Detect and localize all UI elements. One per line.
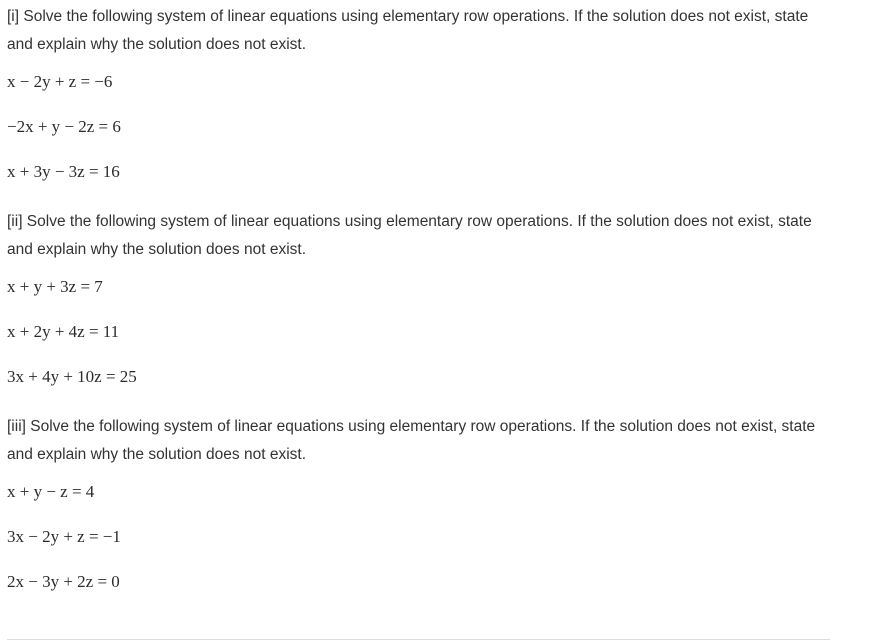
bottom-divider [7, 639, 830, 640]
equation-3-2: 3x − 2y + z = −1 [7, 527, 121, 546]
problem-statement-3: [iii] Solve the following system of linear equations using elementary row operations. If the solution does not exist, state and explain why the solution does not exist. [7, 418, 816, 463]
problem-section-1 [7, 0, 837, 194]
problem-section-3 [7, 410, 837, 604]
equation-2-3: 3x + 4y + 10z = 25 [7, 367, 137, 386]
problem-section-2 [7, 205, 837, 399]
equation-1-3: x + 3y − 3z = 16 [7, 162, 120, 181]
document-body [7, 0, 837, 615]
equation-3-3: 2x − 3y + 2z = 0 [7, 572, 120, 591]
problem-statement-1: [i] Solve the following system of linear equations using elementary row operations. If the solution does not exist, state and explain why the solution does not exist. [7, 8, 809, 53]
equation-2-1: x + y + 3z = 7 [7, 277, 103, 296]
equation-2-2: x + 2y + 4z = 11 [7, 322, 120, 341]
equation-1-2: −2x + y − 2z = 6 [7, 117, 121, 136]
equation-3-1: x + y − z = 4 [7, 482, 95, 501]
equation-1-1: x − 2y + z = −6 [7, 72, 113, 91]
problem-statement-2: [ii] Solve the following system of linear equations using elementary row operations. If the solution does not exist, state and explain why the solution does not exist. [7, 213, 812, 258]
